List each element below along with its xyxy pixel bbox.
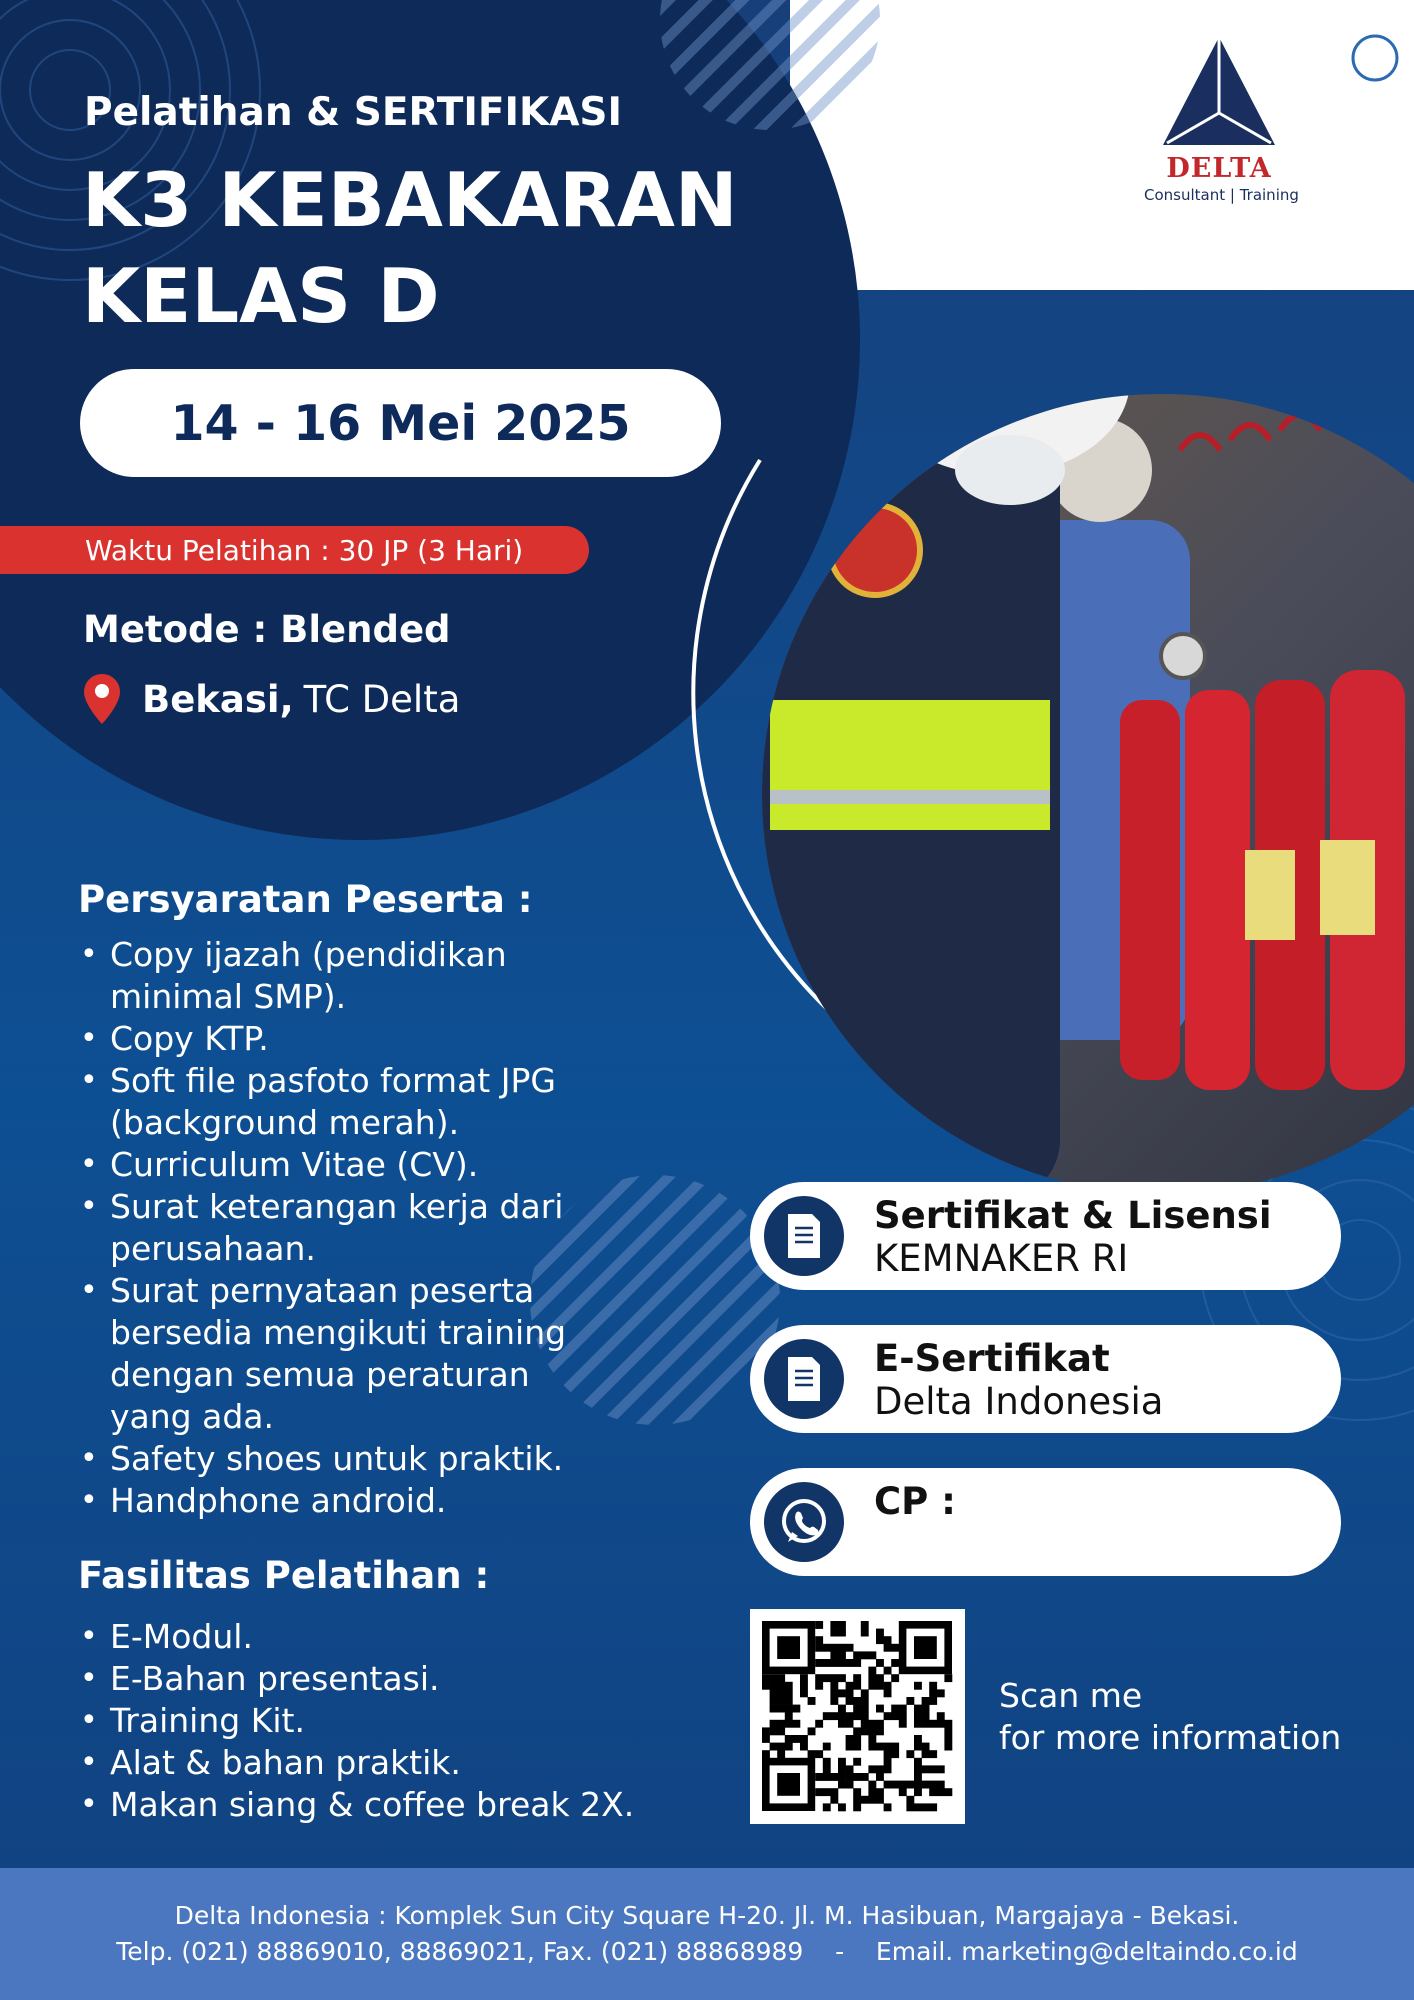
training-time: Waktu Pelatihan : 30 JP (3 Hari)	[85, 533, 524, 567]
location-pin-icon	[84, 674, 120, 724]
scan-line-1: Scan me	[999, 1676, 1143, 1715]
training-time-bar	[0, 526, 589, 574]
certificate-text	[874, 1194, 1272, 1280]
qr-code[interactable]	[750, 1609, 965, 1824]
list-item: • Soft file pasfoto format JPG (background merah).	[80, 1060, 600, 1144]
ecertificate-text	[874, 1337, 1163, 1423]
certificate-card	[750, 1182, 1341, 1290]
list-item: • Curriculum Vitae (CV).	[80, 1144, 600, 1186]
title-line-2: KELAS D	[82, 252, 440, 340]
footer-contact: Telp. (021) 88869010, 88869021, Fax. (021) 88868989 - Email. marketing@deltaindo.co.id	[116, 1937, 1298, 1966]
page-title	[82, 152, 738, 344]
list-item: • Training Kit.	[80, 1700, 680, 1742]
facilities-list	[80, 1616, 680, 1826]
delta-logo	[1144, 35, 1299, 204]
list-item: • Makan siang & coffee break 2X.	[80, 1784, 680, 1826]
title-line-1: K3 KEBAKARAN	[82, 156, 738, 244]
contact-card[interactable]	[750, 1468, 1341, 1576]
certificate-issuer: KEMNAKER RI	[874, 1237, 1129, 1280]
contact-label: CP :	[874, 1480, 956, 1523]
page-subtitle: Pelatihan & SERTIFIKASI	[84, 90, 623, 135]
scan-text	[999, 1675, 1341, 1759]
scan-line-2: for more information	[999, 1718, 1342, 1757]
list-item: • Safety shoes untuk praktik.	[80, 1438, 600, 1480]
date-pill	[80, 369, 721, 477]
list-item: • Surat keterangan kerja dari perusahaan.	[80, 1186, 600, 1270]
requirements-list	[80, 934, 600, 1522]
list-item: • Copy KTP.	[80, 1018, 600, 1060]
logo-wordmark: DELTA	[1166, 153, 1272, 184]
qr-code-image	[750, 1609, 965, 1824]
list-item: • Copy ijazah (pendidikan minimal SMP).	[80, 934, 600, 1018]
location-city: Bekasi,	[142, 677, 294, 721]
list-item: • Handphone android.	[80, 1480, 600, 1522]
training-method: Metode : Blended	[83, 608, 451, 651]
whatsapp-icon	[764, 1482, 844, 1562]
list-item: • E-Modul.	[80, 1616, 680, 1658]
training-date: 14 - 16 Mei 2025	[170, 394, 631, 452]
list-item: • E-Bahan presentasi.	[80, 1658, 680, 1700]
document-icon	[764, 1196, 844, 1276]
location-place: TC Delta	[303, 677, 461, 721]
ecertificate-card	[750, 1325, 1341, 1433]
contact-text	[874, 1480, 956, 1524]
document-icon	[764, 1339, 844, 1419]
logo-tagline: Consultant | Training	[1144, 186, 1299, 204]
list-item: • Surat pernyataan peserta bersedia mengikuti training dengan semua peraturan yang ada.	[80, 1270, 600, 1438]
facilities-heading: Fasilitas Pelatihan :	[78, 1554, 490, 1597]
list-item: • Alat & bahan praktik.	[80, 1742, 680, 1784]
footer-address: Delta Indonesia : Komplek Sun City Square H-20. Jl. M. Hasibuan, Margajaya - Bekasi.	[174, 1901, 1240, 1930]
delta-triangle-icon	[1161, 35, 1277, 147]
certificate-title: Sertifikat & Lisensi	[874, 1194, 1272, 1237]
footer	[0, 1868, 1414, 2000]
requirements-heading: Persyaratan Peserta :	[78, 878, 533, 921]
location-row	[84, 674, 460, 724]
ecertificate-issuer: Delta Indonesia	[874, 1380, 1164, 1423]
ecertificate-title: E-Sertifikat	[874, 1337, 1110, 1380]
